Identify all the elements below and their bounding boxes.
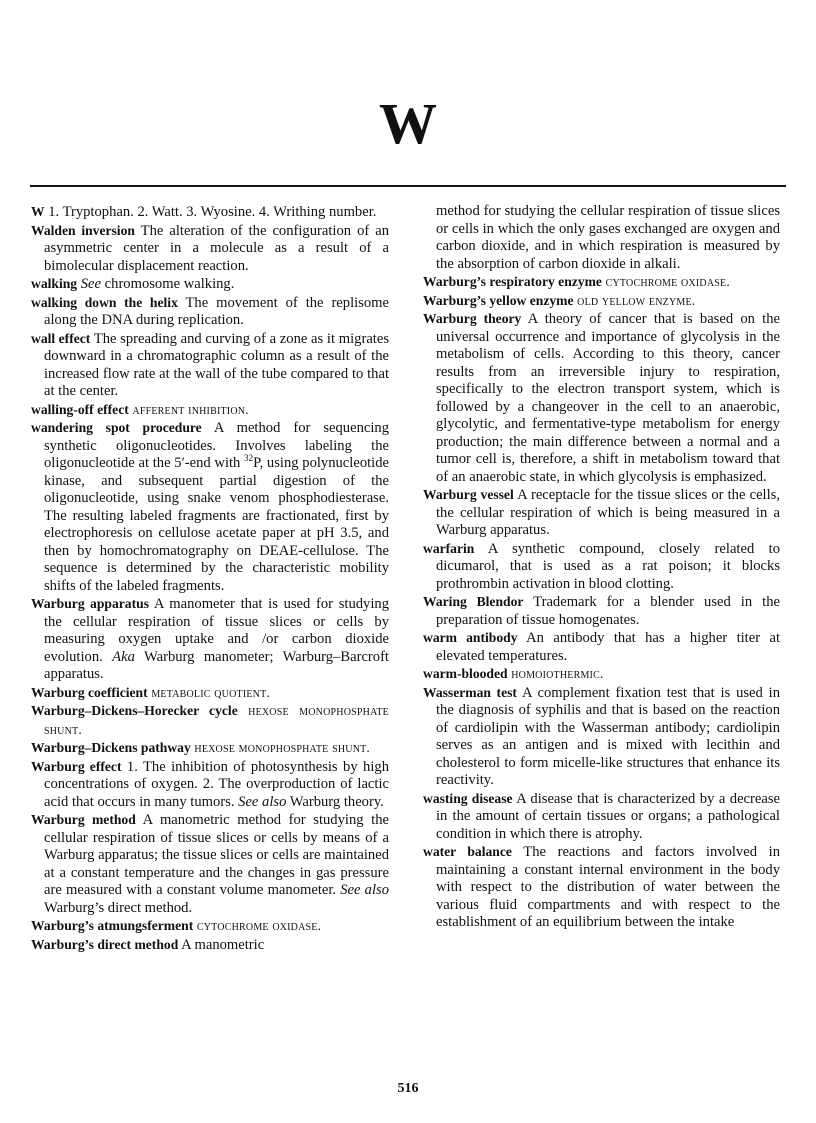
entry-w [31,203,389,222]
cross-reference: old yellow enzyme. [577,292,696,308]
definition: A receptacle for the tissue slices or the cells, the cellular respiration of which is being measured in a Warburg apparatus. [436,487,780,538]
headword: Warburg’s respiratory enzyme [423,274,602,289]
cross-reference: metabolic quotient. [151,684,270,700]
headword: walking down the helix [31,294,178,310]
cross-reference: afferent inhibition. [132,401,249,417]
headword: Warburg coefficient [31,684,148,700]
headword: Warburg–Dickens–Horecker cycle [31,703,238,718]
definition: An antibody that has a higher titer at elevated temperatures. [436,630,781,664]
definition: A manometer that is used for studying the cellular respiration of tissue slices or cells by measuring oxygen uptake and /or carbon dioxide evolution. [44,596,389,665]
headword: wall effect [31,330,91,346]
definition: The alteration of the configuration of an asymmetric center in a molecule as a result of a bimolecular displacement reaction. [44,222,389,274]
entry-walking-down-the-helix [31,294,389,330]
entry-warfarin [423,540,780,594]
headword: W [31,204,45,219]
definition: A method for sequencing synthetic oligonucleotides. Involves labeling the oligonucleotide at the 5′-end with [44,420,389,471]
entry-warburg-method [31,811,389,917]
headword: Warburg method [31,812,136,827]
left-column [31,203,389,954]
isotope-superscript: 32 [244,453,254,464]
definition: chromosome walking. [101,276,235,292]
headword: warm antibody [423,630,518,645]
headword: Warburg theory [423,311,522,326]
see-reference: See also [238,793,287,810]
entry-warm-blooded [423,665,780,684]
entry-walking [31,275,389,294]
entry-warburg-dickens-pathway [31,739,389,758]
headword: Warburg vessel [423,487,514,502]
cross-reference: hexose monophosphate shunt. [44,703,389,737]
definition: A manometric method for studying the cellular respiration of tissue slices or cells by means of a Warburg apparatus; the tissue slices or cells are maintained at a constant temperature and the changes in gas pressure are measured with a constant volume manometer. [44,812,389,898]
headword: warm-blooded [423,666,508,681]
entry-wandering-spot-procedure [31,419,389,595]
definition-continued: Warburg manometer; Warburg–Barcroft apparatus. [44,648,389,682]
entry-warburgs-respiratory-enzyme [423,273,780,292]
headword: walling-off effect [31,401,129,417]
entry-water-balance [423,843,780,932]
entry-warm-antibody [423,629,780,665]
page-number: 516 [397,1081,419,1096]
headword: water balance [423,844,512,859]
entry-continuation [423,203,780,273]
entry-warburg-theory [423,310,780,486]
headword: Warburg apparatus [31,596,149,611]
headword: Warburg effect [31,758,122,774]
headword: Warburg’s direct method [31,936,179,952]
definition: 1. The inhibition of photosynthesis by high concentrations of oxygen. 2. The overproduction of lactic acid that occurs in many tumors. [44,758,389,810]
section-letter: W [379,91,437,156]
entry-walling-off-effect [31,401,389,420]
entry-wall-effect [31,330,389,401]
definition-continued: Warburg theory. [286,793,384,810]
headword: Walden inversion [31,222,135,238]
definition: 1. Tryptophan. 2. Watt. 3. Wyosine. 4. Writhing number. [44,204,377,220]
definition: A manometric [178,936,265,953]
cross-reference: cytochrome oxidase. [605,274,730,289]
headword: Wasserman test [423,684,517,700]
definition: A disease that is characterized by a decrease in the amount of certain tissues or organs; a pathological condition in which there is atrophy. [436,790,780,842]
entry-warburg-dickens-horecker-cycle [31,702,389,739]
entry-walden-inversion [31,222,389,276]
entry-warburgs-direct-method [31,936,389,955]
entry-waring-blendor [423,593,780,629]
entry-warburg-apparatus [31,595,389,684]
see-reference: See [80,276,102,292]
definition: Trademark for a blender used in the preparation of tissue homogenates. [436,594,780,628]
headword: wandering spot procedure [31,420,202,435]
headword: wasting disease [423,790,513,806]
right-column [423,203,780,932]
definition-continued: P, using polynucleotide kinase, and subsequent partial digestion of the oligonucleotide, using snake venom phosphodiesterase. The resulting labeled fragments are fractionated, first by electrophoresis on cellulose acetate paper at pH 3.5, and then by homochromatography on DEAE-cellulose. The sequence is determined by the characteristic mobility shifts of the labeled fragments. [44,455,389,594]
headword: Waring Blendor [423,594,524,609]
cross-reference: cytochrome oxidase. [196,918,322,933]
entry-warburg-vessel [423,486,780,540]
definition: A synthetic compound, closely related to dicumarol, that is used as a rat poison; it blocks prothrombin activation in blood clotting. [436,540,780,592]
definition: The movement of the replisome along the DNA during replication. [44,294,389,328]
headword: Warburg–Dickens pathway [31,740,191,755]
definition: The spreading and curving of a zone as it migrates downward in a chromatographic column as a result of the increased flow rate at the wall of the tube compared to that at the center. [44,330,390,399]
headword: warfarin [423,540,475,556]
entry-warburg-coefficient [31,684,389,703]
entry-wasting-disease [423,790,780,844]
definition-continued: Warburg’s direct method. [44,899,193,916]
see-reference: See also [340,882,389,898]
entry-warburgs-yellow-enzyme [423,292,780,311]
headword: Warburg’s yellow enzyme [423,292,574,308]
definition: A complement fixation test that is used in the diagnosis of syphilis and that is based on the reaction of cardiolipin with the Wasserman antibody; cardiolipin serves as an antigen and is mixed with lecithin and cholesterol to form micelle-like structures that enhance its reactivity. [436,684,780,788]
headword: walking [31,276,78,291]
cross-reference: hexose monophosphate shunt. [194,740,371,755]
definition: A theory of cancer that is based on the universal occurrence and importance of glycolysis in the metabolism of cells. According to this theory, cancer results from an irreversible injury to respiration, specifically to the electron transport system, which is followed by a changeover in the cell to an anaerobic, glycolytic, and fermentative-type metabolism for energy production; the main difference between a normal and a tumor cell is, therefore, a shift in metabolism toward that of an anaerobic state, in which glycolysis is emphasized. [436,311,780,485]
definition: The reactions and factors involved in maintaining a constant internal environment in the body with respect to the distribution of water between the various fluid compartments and with respect to the establishment of an equilibrium between the intake [436,844,780,930]
entry-warburgs-atmungsferment [31,917,389,936]
aka-label: Aka [112,648,135,665]
header-rule [30,185,786,187]
cross-reference: homoiothermic. [511,666,604,681]
definition: method for studying the cellular respiration of tissue slices or cells in which the only gases exchanged are oxygen and carbon dioxide, and in which respiration is measured by the absorption of carbon dioxide in alkali. [436,203,780,272]
entry-warburg-effect [31,758,389,812]
headword: Warburg’s atmungsferment [31,918,194,933]
entry-wasserman-test [423,684,780,790]
